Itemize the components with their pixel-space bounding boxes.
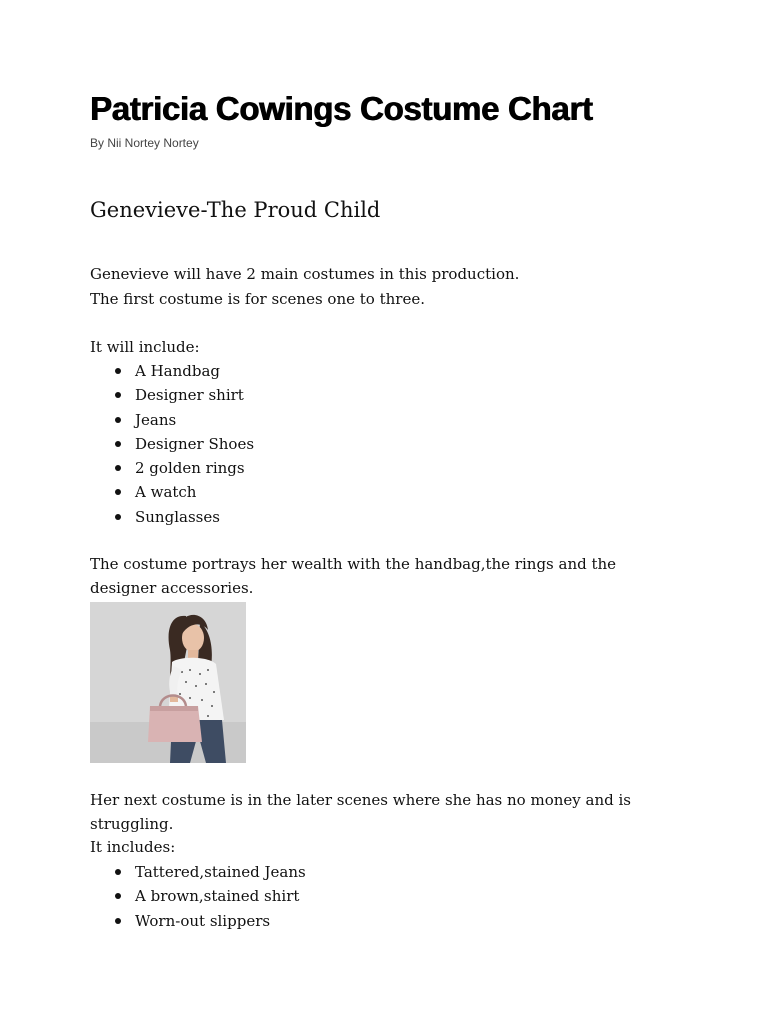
bullet-icon [115, 368, 121, 374]
list-item: A Handbag [90, 359, 254, 383]
section-heading: Genevieve-The Proud Child [90, 198, 381, 222]
list-item: A brown,stained shirt [90, 884, 306, 908]
bullet-icon [115, 893, 121, 899]
list-item: Jeans [90, 408, 254, 432]
bullet-icon [115, 392, 121, 398]
list-item: Sunglasses [90, 505, 254, 529]
document-title: Patricia Cowings Costume Chart [90, 90, 593, 127]
author-byline: By Nii Nortey Nortey [90, 136, 199, 150]
includes-label: It includes: [90, 838, 176, 856]
list-item: A watch [90, 480, 254, 504]
second-costume-list [90, 860, 306, 933]
next-costume-paragraph: Her next costume is in the later scenes where she has no money and is struggling. [90, 791, 631, 833]
bullet-icon [115, 441, 121, 447]
list-item: 2 golden rings [90, 456, 254, 480]
costume-photo [90, 602, 246, 763]
list-item: Worn-out slippers [90, 909, 306, 933]
bullet-icon [115, 417, 121, 423]
woman-with-handbag-illustration [90, 602, 246, 763]
bullet-icon [115, 465, 121, 471]
first-costume-list [90, 359, 254, 529]
intro-line: The first costume is for scenes one to three. [90, 290, 425, 308]
include-label: It will include: [90, 338, 200, 356]
intro-line: Genevieve will have 2 main costumes in this production. [90, 265, 520, 283]
list-item: Designer shirt [90, 383, 254, 407]
bullet-icon [115, 489, 121, 495]
portrayal-paragraph: The costume portrays her wealth with the handbag,the rings and the designer accessories. [90, 555, 617, 597]
list-item: Designer Shoes [90, 432, 254, 456]
bullet-icon [115, 514, 121, 520]
list-item: Tattered,stained Jeans [90, 860, 306, 884]
bullet-icon [115, 918, 121, 924]
bullet-icon [115, 869, 121, 875]
